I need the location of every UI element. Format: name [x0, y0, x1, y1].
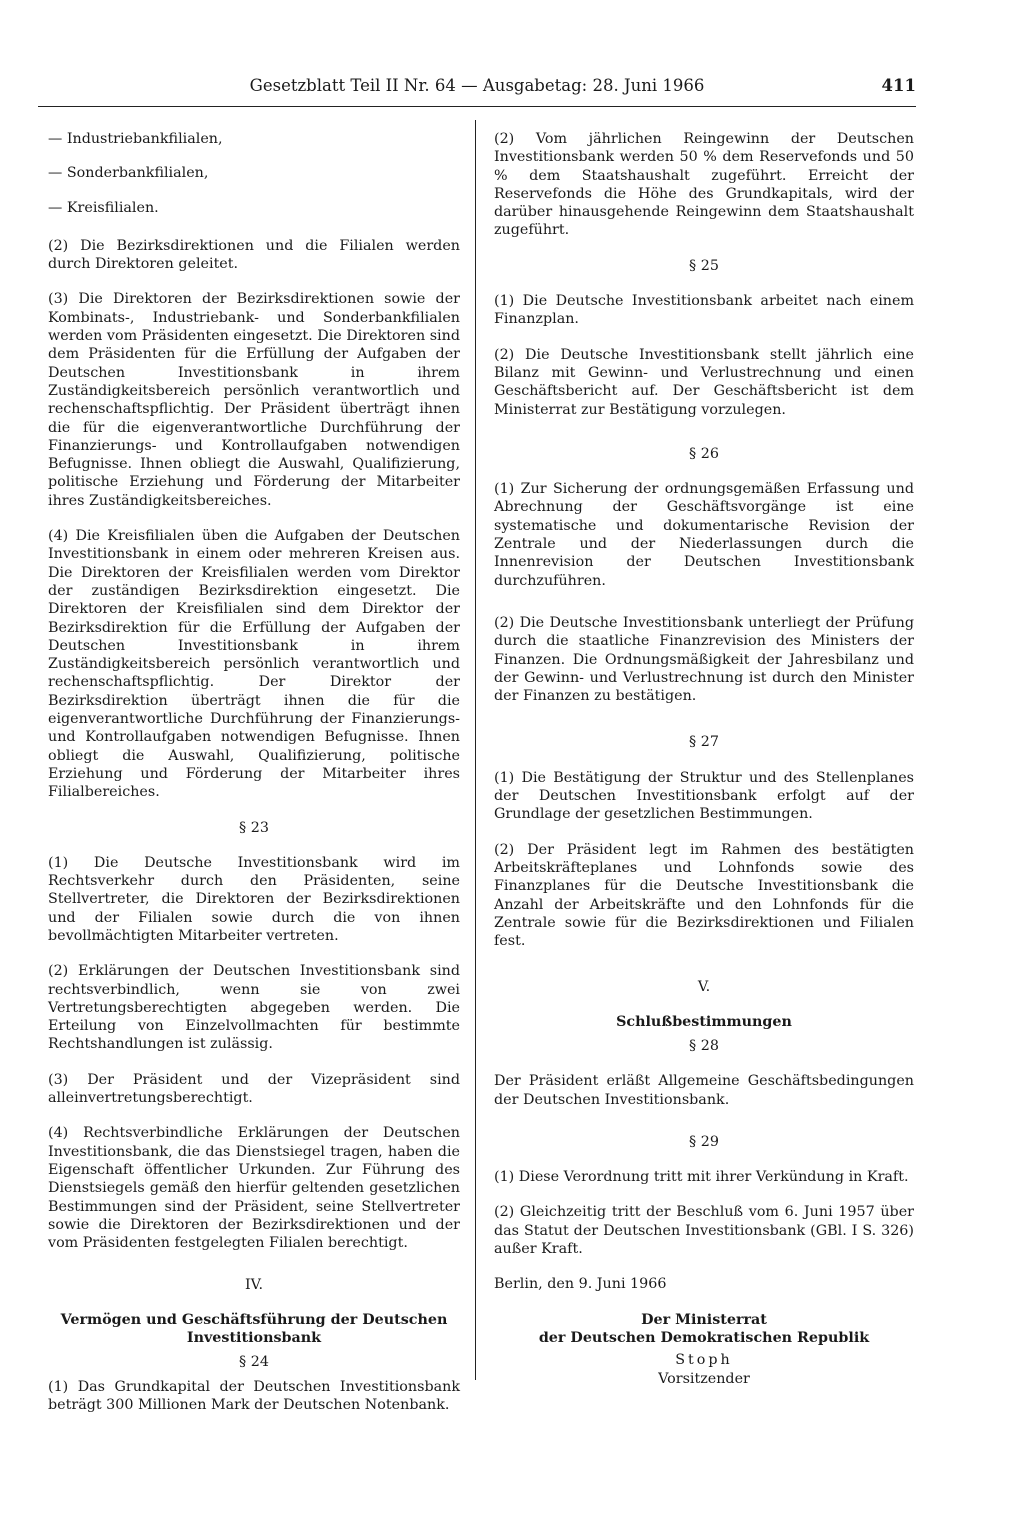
right-column	[494, 130, 914, 1388]
paragraph: (1) Das Grundkapital der Deutschen Investitionsbank beträgt 300 Millionen Mark der Deutschen Notenbank.	[48, 1378, 460, 1413]
paragraph: (2) Der Präsident legt im Rahmen des bestätigten Arbeitskräfteplanes und Lohnfonds sowie des Finanzplanes für die Deutsche Investitionsbank die Anzahl der Arbeitskräfte und den Lohnfonds für die Zentrale sowie für die Bezirksdirektionen und Filialen fest.	[494, 841, 914, 950]
paragraph: (3) Die Direktoren der Bezirksdirektionen sowie der Kombinats-, Industriebank- und Sonderbankfilialen werden vom Präsidenten eingesetzt. Die Direktoren sind dem Präsidenten für die Erfüllung der Aufgaben der Deutschen Investitionsbank in ihrem Zuständigkeitsbereich persönlich verantwortlich und rechenschaftspflichtig. Der Präsident überträgt ihnen die für die eigenverantwortliche Durchführung der Finanzierungs- und Kontrollaufgaben notwendigen Befugnisse. Ihnen obliegt die Auswahl, Qualifizierung, politische Erziehung und Förderung der Mitarbeiter ihres Zuständigkeitsbereiches.	[48, 291, 460, 509]
paragraph: (1) Die Deutsche Investitionsbank wird im Rechtsverkehr durch den Präsidenten, seine Stellvertreter, die Direktoren der Bezirksdirektionen und der Filialen sowie durch die von ihnen bevollmächtigten Mitarbeiter vertreten.	[48, 854, 460, 944]
paragraph: (1) Zur Sicherung der ordnungsgemäßen Erfassung und Abrechnung der Geschäftsvorgänge ist eine systematische und dokumentarische Revision der Zentrale und der Niederlassungen durch die Innenrevision der Deutschen Investitionsbank durchzuführen.	[494, 481, 914, 589]
paragraph: (2) Vom jährlichen Reingewinn der Deutschen Investitionsbank werden 50 % dem Reservefonds und 50 % dem Staatshaushalt zugeführt. Erreicht der Reservefonds die Höhe des Grundkapitals, wird der darüber hinausgehende Reingewinn dem Staatshaushalt zugeführt.	[494, 131, 914, 239]
section-heading: § 23	[239, 819, 269, 836]
part-number: V.	[697, 979, 711, 996]
section-heading: § 24	[239, 1354, 269, 1371]
paragraph: (1) Diese Verordnung tritt mit ihrer Verkündung in Kraft.	[494, 1169, 909, 1186]
signing-body: Der Ministerrat	[641, 1311, 767, 1328]
page-number: 411	[881, 76, 916, 95]
left-column	[48, 130, 460, 1431]
paragraph: Der Präsident erläßt Allgemeine Geschäftsbedingungen der Deutschen Investitionsbank.	[494, 1073, 914, 1108]
paragraph: (2) Die Deutsche Investitionsbank unterliegt der Prüfung durch die staatliche Finanzrevision des Ministers der Finanzen. Die Ordnungsmäßigkeit der Jahresbilanz und der Gewinn- und Verlustrechnung ist durch den Minister der Finanzen zu bestätigen.	[494, 614, 914, 705]
paragraph: (1) Die Bestätigung der Struktur und des Stellenplanes der Deutschen Investitionsbank erfolgt auf der Grundlage der gesetzlichen Bestimmungen.	[494, 769, 914, 823]
paragraph: (2) Die Bezirksdirektionen und die Filialen werden durch Direktoren geleitet.	[48, 237, 460, 273]
list-item: — Sonderbankfilialen,	[48, 165, 209, 182]
column-divider	[475, 120, 476, 1380]
paragraph: (1) Die Deutsche Investitionsbank arbeitet nach einem Finanzplan.	[494, 293, 914, 328]
paragraph: (2) Gleichzeitig tritt der Beschluß vom 6. Juni 1957 über das Statut der Deutschen Investitionsbank (GBl. I S. 326) außer Kraft.	[494, 1204, 914, 1258]
section-heading: § 27	[689, 734, 719, 751]
signer-name: Stoph	[675, 1352, 733, 1369]
page-header	[38, 74, 916, 100]
part-title: Vermögen und Geschäftsführung der Deutschen Investitionsbank	[60, 1311, 448, 1347]
list-item: — Kreisfilialen.	[48, 199, 159, 216]
paragraph: (2) Die Deutsche Investitionsbank stellt jährlich eine Bilanz mit Gewinn- und Verlustrechnung und einen Geschäftsbericht auf. Der Geschäftsbericht ist dem Ministerrat zur Bestätigung vorzulegen.	[494, 346, 914, 418]
signer-role: Vorsitzender	[658, 1370, 750, 1387]
paragraph: (3) Der Präsident und der Vizepräsident sind alleinvertretungsberechtigt.	[48, 1071, 460, 1107]
part-title: Schlußbestimmungen	[616, 1013, 792, 1030]
section-heading: § 29	[689, 1133, 719, 1150]
paragraph: (4) Rechtsverbindliche Erklärungen der Deutschen Investitionsbank, die das Dienstsiegel tragen, haben die Eigenschaft öffentlicher Urkunden. Zur Führung des Dienstsiegels gemäß den hierfür geltenden gesetzlichen Bestimmungen sind der Präsident, seine Stellvertreter sowie die Direktoren der Bezirksdirektionen und der vom Präsidenten festgelegten Filialen berechtigt.	[48, 1125, 460, 1252]
paragraph: (2) Erklärungen der Deutschen Investitionsbank sind rechtsverbindlich, wenn sie von zwei Vertretungsberechtigten abgegeben werden. Die Erteilung von Einzelvollmachten für bestimmte Rechtshandlungen ist zulässig.	[48, 963, 460, 1053]
place-date: Berlin, den 9. Juni 1966	[494, 1276, 667, 1293]
header-title: Gesetzblatt Teil II Nr. 64 — Ausgabetag: 28. Juni 1966	[249, 76, 705, 95]
header-rule	[38, 106, 916, 107]
section-heading: § 26	[689, 445, 719, 462]
paragraph: (4) Die Kreisfilialen üben die Aufgaben der Deutschen Investitionsbank in einem oder mehreren Kreisen aus. Die Direktoren der Kreisfilialen werden vom Direktor der zuständigen Bezirksdirektion eingesetzt. Die Direktoren der Kreisfilialen sind dem Direktor der Bezirksdirektion für die Erfüllung der Aufgaben der Deutschen Investitionsbank in ihrem Zuständigkeitsbereich persönlich verantwortlich und rechenschaftspflichtig. Der Direktor der Bezirksdirektion überträgt ihnen die für die eigenverantwortliche Durchführung der Finanzierungs- und Kontrollaufgaben notwendigen Befugnisse. Ihnen obliegt die Auswahl, Qualifizierung, politische Erziehung und Förderung der Mitarbeiter ihres Filialbereiches.	[48, 528, 460, 801]
signing-body-line2: der Deutschen Demokratischen Republik	[538, 1329, 870, 1346]
list-item: — Industriebankfilialen,	[48, 131, 223, 147]
part-number: IV.	[244, 1277, 264, 1294]
section-heading: § 25	[689, 257, 719, 274]
section-heading: § 28	[689, 1037, 719, 1054]
